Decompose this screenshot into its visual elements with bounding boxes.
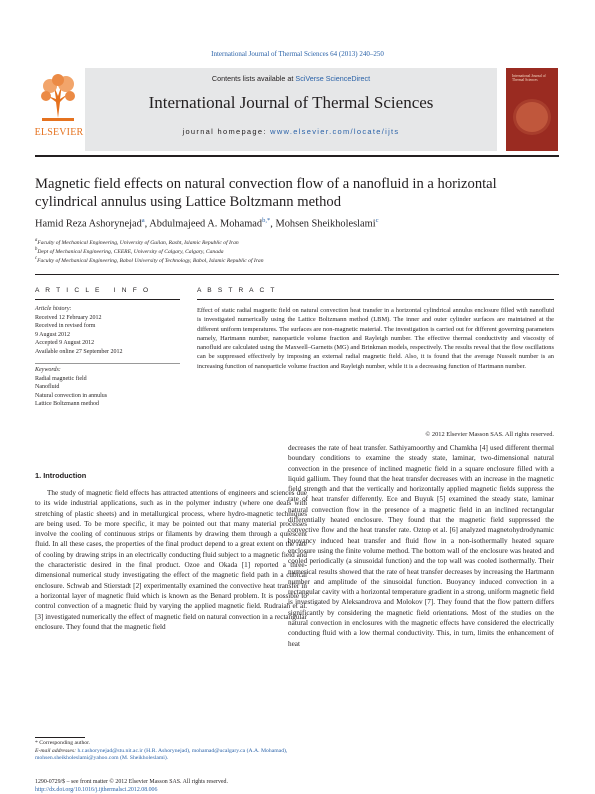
intro-right-column — [288, 443, 554, 649]
history-item: Accepted 9 August 2012 — [35, 340, 95, 347]
affiliation: $^b$Dept of Mechanical Engineering, CEERE, University of Calgary, Calgary, Canada — [35, 247, 224, 255]
affiliation: $^a$Faculty of Mechanical Engineering, University of Guilan, Rasht, Islamic Republic of Iran — [35, 238, 239, 246]
affiliation: $^c$Faculty of Mechanical Engineering, Babol University of Technology, Babol, Islamic Republic of Iran — [35, 256, 264, 264]
journal-homepage — [85, 127, 497, 136]
intro-paragraph: decreases the rate of heat transfer. Sathiyamoorthy and Chamkha [4] used different thermal boundary conditions to examine the steady state, laminar, two-dimensional natural convection in the presence of inclined magnetic field in a square enclosure filled with a liquid gallium. They found that the heat transfer decreases with an increase in the magnetic field strength and that the vertically and horizontally applied magnetic fields suppress the rate of heat transfer differently. Ece and Buyuk [5] examined the steady state, laminar natural convection flow in the presence of a magnetic field in an inclined rectangular differentially heated enclosure. They found that the magnetic field suppressed the convective flow and the heat transfer rate. Oztop et al. [6] analyzed magnetohydrodynamic buoyancy induced heat transfer and fluid flow in a non-isothermally heated square enclosure using the finite volume method. The bottom wall of the enclosure was heated and cooled periodically (a sinusoidal function) and the top wall was cooled isothermally. Their numerical results showed that the rate of heat transfer decreases by increasing the Hartmann number and amplitude of the sinusoidal function. Buoyancy induced convection in a rectangular cavity with a horizontal temperature gradient in a strong, uniform magnetic field is investigated by Aleksandrova and Molokov [7]. They found that the flow pattern differs significantly by considering the magnetic field orientations. Most of the studies on the natural convection in enclosures with the magnetic effects have considered the electrically conducting fluid with a low thermal conductivity. This, in turn, limits the enhancement of heat — [288, 444, 554, 648]
journal-title: International Journal of Thermal Sciences — [148, 93, 434, 112]
history-item: Received 12 February 2012 — [35, 314, 102, 321]
contents-prefix: Contents lists available at — [211, 74, 294, 83]
abstract-copyright: © 2012 Elsevier Masson SAS. All rights reserved. — [425, 431, 554, 438]
author-name[interactable]: Hamid Reza Ashorynejad — [35, 218, 142, 230]
abstract-heading: A B S T R A C T — [197, 287, 277, 294]
corresponding-note: * Corresponding author. — [35, 740, 91, 746]
journal-cover-icon — [506, 68, 558, 151]
history-item: 9 August 2012 — [35, 331, 71, 338]
footnote-rule — [35, 737, 85, 738]
header-rule — [35, 155, 559, 157]
history-label: Article history: — [35, 306, 72, 312]
sciencedirect-link[interactable]: SciVerse ScienceDirect — [295, 74, 371, 83]
author-sup[interactable]: b,* — [262, 217, 271, 224]
issn-line: 1290-0729/$ – see front matter © 2012 Elsevier Masson SAS. All rights reserved. — [35, 779, 228, 785]
keyword: Nanofluid — [35, 384, 60, 391]
email-label: E-mail addresses: — [35, 747, 77, 754]
keyword: Radial magnetic field — [35, 375, 87, 382]
author-list: Hamid Reza Ashorynejad$^a$, Abdulmajeed A. Mohamad$^{b,*}$, Mohsen Sheikholeslami$^c$ — [35, 217, 379, 230]
abstract-text: Effect of static radial magnetic field on natural convection heat transfer in a horizontal cylindrical annulus enclosure filled with nanofluid is investigated numerically using the Lattice Boltzmann method (LBM). The inner and outer cylinder surfaces are maintained at the different uniform temperatures. The surfaces are non-magnetic material. The investigation is carried out for different governing parameters namely, Hartmann number, nanoparticle volume fraction and Rayleigh number. The effective thermal conductivity and viscosity of nanofluid are calculated using the Maxwell–Garnetts (MG) and Brinkman models, respectively. The results reveal that the flow oscillations can be suppressed effectively by imposing an external radial magnetic field. Also, it is found that the average Nusselt number is an increasing function of nanoparticle volume fraction and Rayleigh number, while it is a decreasing function of Hartmann number. — [197, 307, 554, 370]
email-list[interactable]: h.r.ashorynejad@stu.nit.ac.ir (H.R. Ashorynejad), mohamad@ucalgary.ca (A.A. Mohamad), mohsen.sheikholeslami@yahoo.com (M. Sheikholeslami). — [35, 747, 288, 761]
page-footer — [35, 778, 335, 794]
keywords-rule — [35, 363, 180, 364]
author-name[interactable]: Abdulmajeed A. Mohamad — [149, 218, 263, 230]
journal-citation[interactable]: International Journal of Thermal Sciences 64 (2013) 240–250 — [211, 50, 384, 58]
keyword: Natural convection in annulus — [35, 392, 108, 399]
abstract-rule — [197, 299, 554, 300]
section-rule — [35, 274, 559, 275]
footnote — [35, 740, 308, 763]
keywords — [35, 366, 180, 409]
history-item: Received in revised form — [35, 323, 96, 330]
intro-left-column — [35, 488, 307, 632]
history-item: Available online 27 September 2012 — [35, 348, 123, 355]
doi-link[interactable]: http://dx.doi.org/10.1016/j.ijthermalsci.2012.08.006 — [35, 787, 158, 793]
elsevier-tree-logo-icon — [36, 72, 80, 128]
homepage-link[interactable]: www.elsevier.com/locate/ijts — [270, 127, 400, 136]
publisher-logo-text: ELSEVIER — [34, 127, 84, 138]
author-sup[interactable]: a — [141, 217, 145, 224]
cover-title: International Journal of Thermal Sciences — [512, 74, 546, 83]
author-sup[interactable]: c — [375, 217, 379, 224]
article-info-heading: A R T I C L E I N F O — [35, 287, 151, 294]
introduction-heading: 1. Introduction — [35, 471, 87, 480]
article-title: Magnetic field effects on natural convection flow of a nanofluid in a horizontal cylindrical annulus using Lattice Boltzmann method — [35, 176, 497, 210]
author-name[interactable]: Mohsen Sheikholeslami — [275, 218, 376, 230]
email-addresses — [35, 748, 308, 763]
intro-paragraph: The study of magnetic field effects has attracted attentions of engineers and sciences due to its wide industrial applications, such as in the polymer industry (where one deals with stretching of plastic sheets) and in metallurgical process, where hydro-magnetic techniques are being used. To be more specific, it may be pointed out that many material processes involve the cooling of continuous strips or filaments by drawing them through a quiescent fluid. In all these cases, the properties of the final product depend to a great extent on the rate of cooling by drawing strips in an electrically conducting fluid subject to a magnetic field and the characteristic desired in the final product. Ozoe and Okada [1] reported a three-dimensional numerical study investigating the effect of the magnetic field path in a cubical enclosure. Schwab and Stierstadt [2] experimentally examined the convective heat transfer in a horizontal layer of magnetic fluid which is known as the Benard problem. It is possible to control convection of a magnetic fluid by varying the applied magnetic field. Rudraiah et al. [3] investigated numerically the effect of magnetic field on natural convection in a rectangular enclosure. They found that the magnetic field — [35, 489, 307, 631]
contents-line — [85, 74, 497, 83]
article-history — [35, 305, 180, 357]
homepage-prefix: journal homepage: — [182, 127, 267, 136]
cover-art — [516, 102, 548, 132]
article-info-rule — [35, 299, 180, 300]
keyword: Lattice Boltzmann method — [35, 401, 99, 408]
keywords-label: Keywords: — [35, 367, 61, 373]
